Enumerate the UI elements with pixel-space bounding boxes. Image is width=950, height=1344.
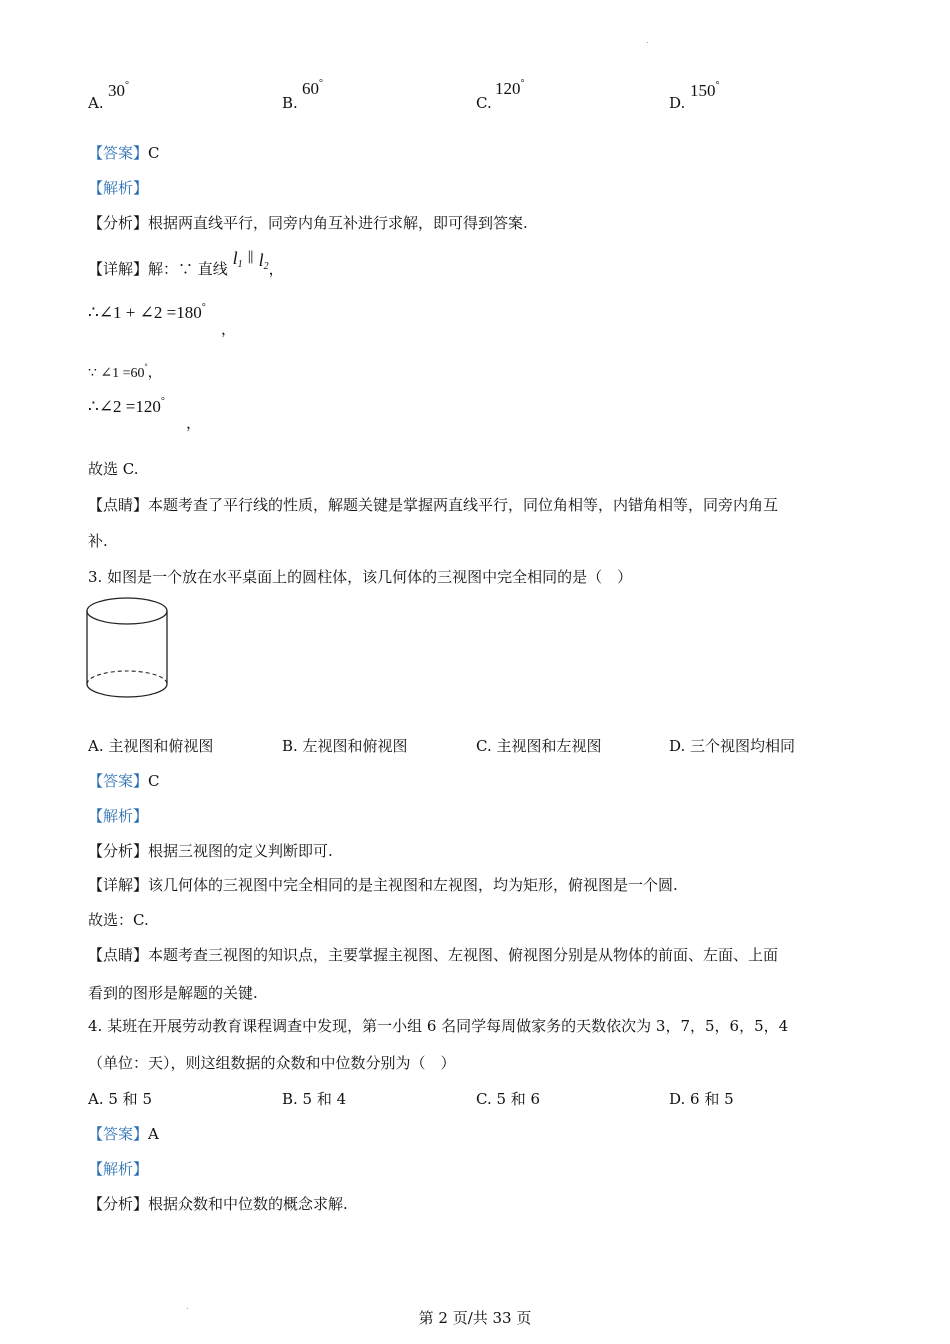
dianjing-line1: 本题考查了平行线的性质，解题关键是掌握两直线平行，同位角相等，内错角相等，同旁内角互 — [148, 496, 779, 514]
q4-option-c[interactable]: C. 5 和 6 — [476, 1090, 541, 1108]
q2-option-b-letter[interactable]: B. — [282, 94, 298, 112]
q2-answer — [88, 142, 160, 163]
q3-option-a[interactable]: A. 主视图和俯视图 — [88, 737, 214, 755]
answer-tag: 【答案】 — [88, 772, 149, 790]
l1-letter: l — [232, 248, 238, 268]
q3-answer — [88, 770, 160, 791]
degree-symbol: ° — [201, 302, 206, 313]
step1-expression: ∴∠1 + ∠2 =180 — [88, 303, 202, 322]
q2-conclusion: 故选 C. — [88, 460, 139, 478]
q3-question: 3. 如图是一个放在水平桌面上的圆柱体，该几何体的三视图中完全相同的是（ ） — [88, 568, 633, 586]
q3-option-c[interactable]: C. 主视图和左视图 — [476, 737, 602, 755]
fenxi-text: 根据众数和中位数的概念求解. — [148, 1195, 348, 1213]
q4-question-line2: （单位：天），则这组数据的众数和中位数分别为（ ） — [88, 1054, 456, 1072]
xiangjie-tag: 【详解】 — [88, 260, 149, 278]
q4-fenxi — [88, 1193, 348, 1214]
q4-analysis-tag: 【解析】 — [88, 1160, 149, 1178]
q3-option-b[interactable]: B. 左视图和俯视图 — [282, 737, 408, 755]
l2-letter: l — [258, 250, 264, 270]
q2-xiangjie — [88, 248, 284, 280]
xiangjie-prefix: 解：∵ 直线 — [148, 260, 228, 278]
q2-step3 — [88, 396, 165, 417]
q4-option-a[interactable]: A. 5 和 5 — [88, 1090, 152, 1108]
fenxi-tag: 【分析】 — [88, 842, 149, 860]
q4-question-line1: 4. 某班在开展劳动教育课程调查中发现，第一小组 6 名同学每周做家务的天数依次为 3，7，5，6，5，4 — [88, 1017, 789, 1035]
step2-comma: ， — [147, 366, 162, 381]
degree-symbol: ° — [125, 80, 129, 91]
degree-symbol: ° — [520, 78, 525, 89]
line-l1 — [233, 248, 243, 268]
q2-step1 — [88, 302, 206, 323]
degree-symbol: ° — [160, 396, 165, 407]
q2-option-b-value — [302, 78, 323, 99]
q2-dianjing — [88, 494, 778, 515]
q3-analysis-tag: 【解析】 — [88, 807, 149, 825]
step2-expression: ∵ ∠1 =60 — [88, 366, 145, 381]
step3-expression: ∴∠2 =120 — [88, 397, 161, 416]
answer-tag: 【答案】 — [88, 144, 149, 162]
q3-fenxi — [88, 840, 333, 861]
q4-answer — [88, 1123, 159, 1144]
l1-subscript: 1 — [237, 259, 243, 270]
degree-symbol: ° — [319, 78, 323, 89]
page-footer: 第 2 页/共 33 页 — [418, 1309, 532, 1327]
fenxi-text: 根据两直线平行，同旁内角互补进行求解，即可得到答案. — [148, 214, 528, 232]
q2-step3-comma: ， — [186, 414, 202, 432]
fenxi-tag: 【分析】 — [88, 214, 149, 232]
q4-option-d[interactable]: D. 6 和 5 — [669, 1090, 734, 1108]
q2-option-d-letter[interactable]: D. — [669, 94, 686, 112]
q2-step2 — [88, 362, 162, 382]
answer-tag: 【答案】 — [88, 1125, 149, 1143]
degree-symbol: ° — [144, 362, 148, 371]
q2-option-a-letter[interactable]: A. — [88, 94, 104, 112]
page-mark-bottom: . — [186, 1302, 189, 1311]
q2-option-a-number: 30 — [108, 81, 125, 100]
q3-dianjing-line2: 看到的图形是解题的关键. — [88, 984, 258, 1002]
dianjing-tag: 【点睛】 — [88, 946, 149, 964]
q2-dianjing-line2: 补. — [88, 532, 108, 550]
q2-option-d-value — [690, 80, 720, 101]
answer-value: C — [148, 144, 160, 162]
l2-subscript: 2 — [263, 261, 269, 272]
cylinder-figure — [84, 594, 170, 704]
q2-fenxi — [88, 212, 528, 233]
degree-symbol: ° — [715, 80, 720, 91]
answer-value: A — [148, 1125, 159, 1143]
q3-option-d[interactable]: D. 三个视图均相同 — [669, 737, 796, 755]
q2-option-b-number: 60 — [302, 79, 319, 98]
dianjing-line1: 本题考查三视图的知识点，主要掌握主视图、左视图、俯视图分别是从物体的前面、左面、上面 — [148, 946, 779, 964]
xiangjie-tag: 【详解】 — [88, 876, 149, 894]
q2-option-c-letter[interactable]: C. — [476, 94, 492, 112]
fenxi-tag: 【分析】 — [88, 1195, 149, 1213]
q2-option-c-number: 120 — [495, 79, 521, 98]
q2-option-a-value — [108, 80, 129, 101]
q3-conclusion: 故选：C. — [88, 911, 149, 929]
parallel-symbol: ∥ — [247, 251, 254, 266]
answer-value: C — [148, 772, 160, 790]
q2-option-d-number: 150 — [690, 81, 716, 100]
xiangjie-suffix: ， — [268, 260, 284, 278]
page-mark-top: . — [646, 36, 649, 45]
dianjing-tag: 【点睛】 — [88, 496, 149, 514]
q2-analysis-tag: 【解析】 — [88, 179, 149, 197]
q4-option-b[interactable]: B. 5 和 4 — [282, 1090, 347, 1108]
q2-option-c-value — [495, 78, 525, 99]
q3-dianjing — [88, 944, 778, 965]
q2-step1-comma: ， — [221, 320, 237, 338]
line-l2 — [259, 250, 269, 270]
q3-xiangjie — [88, 874, 678, 895]
fenxi-text: 根据三视图的定义判断即可. — [148, 842, 333, 860]
xiangjie-text: 该几何体的三视图中完全相同的是主视图和左视图，均为矩形，俯视图是一个圆. — [148, 876, 678, 894]
